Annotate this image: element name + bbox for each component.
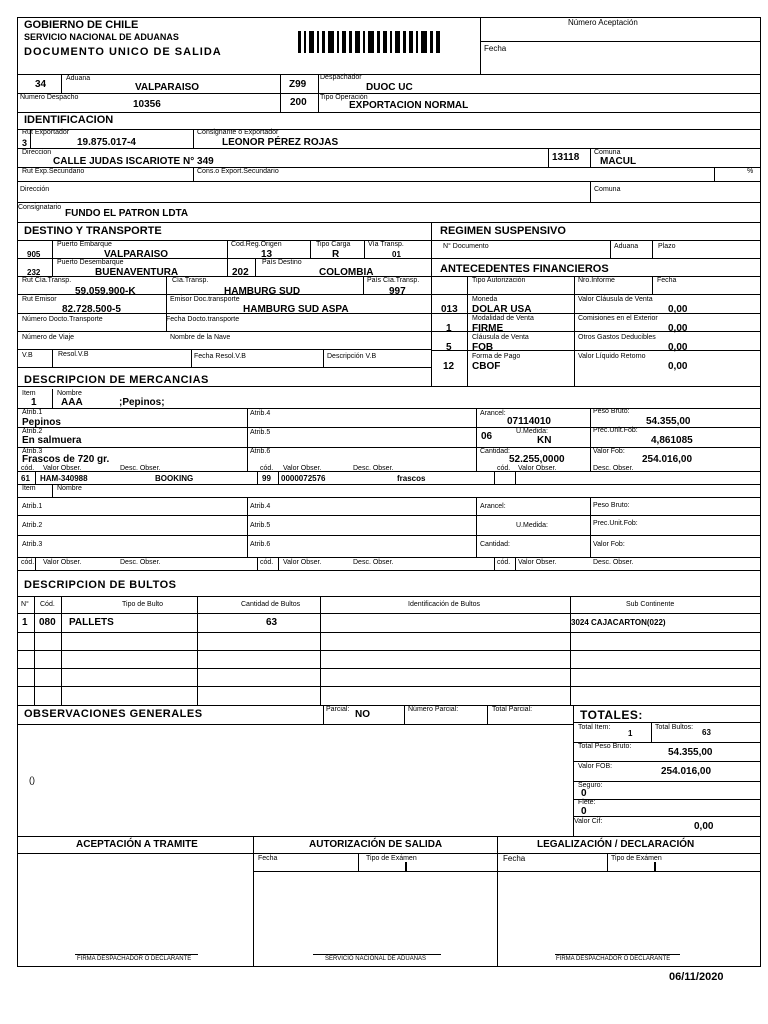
mercancias-title: DESCRIPCION DE MERCANCIAS: [24, 374, 209, 386]
totales-title: TOTALES:: [580, 708, 643, 722]
bulto-sub: 3024 CAJACARTON(022): [571, 618, 666, 627]
item1-cod-label-3: cód.: [497, 465, 511, 472]
puerto-desembarque-code: 232: [27, 268, 41, 277]
total-bultos-label: Total Bultos:: [655, 724, 694, 731]
puerto-desembarque-label: Puerto Desembarque: [57, 259, 124, 266]
consignatario-value: FUNDO EL PATRON LDTA: [65, 208, 189, 219]
rut-cia-label: Rut Cía.Transp.: [22, 277, 72, 284]
comuna-label: Comuna: [594, 149, 621, 156]
barcode-graphic: [298, 31, 456, 53]
numero-despacho-label: Numero Despacho: [20, 94, 79, 101]
total-peso-value: 54.355,00: [668, 747, 713, 758]
item1-cantidad-label: Cantidad:: [480, 448, 510, 455]
puerto-desembarque-value: BUENAVENTURA: [95, 267, 179, 278]
total-peso-label: Total Peso Bruto:: [578, 743, 632, 750]
rut-emisor-value: 82.728.500-5: [62, 304, 121, 315]
barcode-bar: [395, 31, 400, 53]
footer-tipo-examen2-label: Tipo de Exámen: [611, 855, 662, 862]
nombre-label: Nombre: [57, 390, 82, 397]
via-transp-value: 01: [392, 250, 401, 259]
item2-prec-unit-label: Prec.Unit.Fob:: [593, 520, 638, 527]
obs1-val: HAM-340988: [40, 474, 88, 483]
item2-valor-obser-label-3: Valor Obser.: [518, 559, 557, 566]
rut-exportador-code: 3: [22, 138, 28, 148]
despachador-label: Despachador: [320, 74, 362, 81]
aduana-label: Aduana: [66, 75, 91, 82]
flete-label: Flete:: [578, 799, 596, 806]
item1-valor-obser-label-3: Valor Obser.: [518, 465, 557, 472]
valor-liquido-label: Valor Líquido Retorno: [578, 353, 646, 360]
tipo-carga-label: Tipo Carga: [316, 241, 351, 248]
cod-reg-origen-value: 13: [261, 249, 273, 260]
numero-parcial-label: Número Parcial:: [408, 706, 459, 713]
regimen-aduana-label: Aduana: [614, 243, 639, 250]
barcode-bar: [298, 31, 301, 53]
gov-title: GOBIERNO DE CHILE: [24, 19, 139, 31]
comuna-code: 13118: [552, 152, 580, 163]
item1-atrib4-label: Atrib.4: [250, 410, 271, 417]
forma-pago-value: CBOF: [472, 361, 501, 372]
item2-atrib5-label: Atrib.5: [250, 522, 271, 529]
barcode-bar: [430, 31, 433, 53]
rut-emisor-label: Rut Emisor: [22, 296, 57, 303]
forma-pago-label: Forma de Pago: [472, 353, 521, 360]
item2-atrib6-label: Atrib.6: [250, 541, 271, 548]
item1-peso-bruto: 54.355,00: [646, 416, 691, 427]
aceptacion-title: ACEPTACIÓN A TRAMITE: [76, 839, 198, 850]
barcode-bar: [383, 31, 387, 53]
consignatario-label: Consignatario: [18, 204, 62, 211]
fecha-resol-label: Fecha Resol.V.B: [194, 353, 246, 360]
direccion-label: Direccion: [22, 149, 52, 156]
moneda-label: Moneda: [472, 296, 498, 303]
barcode-bar: [436, 31, 440, 53]
item1-arancel-label: Arancel:: [480, 410, 506, 417]
bultos-header-n: N°: [21, 601, 29, 608]
item2-atrib1-label: Atrib.1: [22, 503, 43, 510]
item2-cod-label-3: cód.: [497, 559, 511, 566]
pais-destino-value: COLOMBIA: [319, 267, 374, 278]
aduana-code: 34: [35, 79, 47, 90]
barcode-bar: [349, 31, 352, 53]
item2-cod-label-2: cód.: [260, 559, 274, 566]
modalidad-label: Modalidad de Venta: [472, 315, 534, 322]
bultos-header-cod: Cód.: [40, 601, 55, 608]
barcode-bar: [355, 31, 360, 53]
barcode-bar: [409, 31, 413, 53]
item1-nombre2: ;Pepinos;: [119, 397, 165, 408]
otros-gastos-value: 0,00: [668, 342, 688, 353]
consignante-label: Consignante o Exportador: [197, 129, 279, 136]
barcode-bar: [377, 31, 380, 53]
seguro-label: Seguro:: [578, 782, 603, 789]
item1-atrib2: En salmuera: [22, 435, 82, 446]
valor-clausula-value: 0,00: [668, 304, 688, 315]
item1-cantidad: 52.255,0000: [509, 454, 565, 465]
barcode-bar: [363, 31, 365, 53]
parcial-value: NO: [355, 709, 370, 720]
barcode-bar: [416, 31, 418, 53]
rut-exportador-value: 19.875.017-4: [77, 137, 136, 148]
antecedentes-title: ANTECEDENTES FINANCIEROS: [440, 263, 609, 275]
firma-despachador-2: FIRMA DESPACHADOR O DECLARANTE: [556, 956, 671, 962]
item2-valor-obser-label-1: Valor Obser.: [43, 559, 82, 566]
item1-atrib3-label: Atrib.3: [22, 448, 43, 455]
bulto-tipo: PALLETS: [69, 617, 114, 628]
item1-cod-label-2: cód.: [260, 465, 274, 472]
valor-cif-value: 0,00: [694, 821, 714, 832]
direccion-value: CALLE JUDAS ISCARIOTE N° 349: [53, 156, 214, 167]
tipo-operacion-value: EXPORTACION NORMAL: [349, 100, 469, 111]
plazo-label: Plazo: [658, 243, 676, 250]
clausula-label: Cláusula de Venta: [472, 334, 529, 341]
item1-atrib1-label: Atrib.1: [22, 409, 43, 416]
clausula-value: FOB: [472, 342, 494, 353]
acceptance-label: Número Aceptación: [568, 18, 638, 27]
item1-umedida-label: U.Medida:: [516, 428, 548, 435]
item1-umedida-code: 06: [481, 431, 493, 442]
observaciones-text: (): [29, 775, 35, 785]
item-label: Item: [22, 390, 36, 397]
destino-title: DESTINO Y TRANSPORTE: [24, 225, 162, 237]
cia-transp-value: HAMBURG SUD: [224, 286, 301, 297]
pais-cia-label: País Cía.Transp.: [367, 277, 420, 284]
flete-value: 0: [581, 806, 587, 817]
item2-nombre-label: Nombre: [57, 485, 82, 492]
item2-cantidad-label: Cantidad:: [480, 541, 510, 548]
emisor-doc-label: Emisor Doc.transporte: [170, 296, 240, 303]
firma-despachador-1: FIRMA DESPACHADOR O DECLARANTE: [77, 956, 192, 962]
item1-atrib5-label: Atrib.5: [250, 429, 271, 436]
modalidad-value: FIRME: [472, 323, 504, 334]
bultos-header-cantidad: Cantidad de Bultos: [241, 601, 301, 608]
otros-gastos-label: Otros Gastos Deducibles: [578, 334, 656, 341]
item2-valor-fob-label: Valor Fob:: [593, 541, 625, 548]
emisor-doc-value: HAMBURG SUD ASPA: [243, 304, 349, 315]
modalidad-code: 1: [446, 323, 452, 334]
tipo-autorizacion-label: Tipo Autorización: [472, 277, 526, 284]
item1-valor-fob: 254.016,00: [642, 454, 693, 465]
item2-cod-label-1: cód.: [21, 559, 35, 566]
item2-desc-obser-label-3: Desc. Obser.: [593, 559, 634, 566]
total-fob-value: 254.016,00: [661, 766, 712, 777]
pais-destino-label: País Destino: [262, 259, 302, 266]
firma-servicio: SERVICIO NACIONAL DE ADUANAS: [325, 956, 427, 962]
item1-nombre: AAA: [61, 397, 83, 408]
barcode-bar: [304, 31, 306, 53]
bulto-cantidad: 63: [266, 617, 278, 628]
item1-prec-unit: 4,861085: [651, 435, 693, 446]
footer-fecha-label: Fecha: [258, 855, 278, 862]
puerto-embarque-code: 905: [27, 250, 41, 259]
clausula-code: 5: [446, 342, 452, 353]
nombre-nave-label: Nombre de la Nave: [170, 334, 231, 341]
autorizacion-title: AUTORIZACIÓN DE SALIDA: [309, 839, 443, 850]
puerto-embarque-label: Puerto Embarque: [57, 241, 112, 248]
item1-valor-obser-label-2: Valor Obser.: [283, 465, 322, 472]
item1-atrib3: Frascos de 720 gr.: [22, 454, 110, 465]
cod-reg-origen-label: Cod.Reg.Origen: [231, 241, 282, 248]
rut-cia-value: 59.059.900-K: [75, 286, 136, 297]
item1-arancel: 07114010: [507, 416, 551, 427]
valor-clausula-label: Valor Cláusula de Venta: [578, 296, 653, 303]
bultos-header-sub: Sub Continente: [626, 601, 675, 608]
item1-prec-unit-label: Prec.Unit.Fob:: [593, 427, 638, 434]
comuna-value: MACUL: [600, 156, 637, 167]
item1-valor-obser-label-1: Valor Obser.: [43, 465, 82, 472]
item2-atrib4-label: Atrib.4: [250, 503, 271, 510]
nro-informe-label: Nro.Informe: [578, 277, 615, 284]
rut-exp-sec-label: Rut Exp.Secundario: [22, 168, 85, 175]
item2-valor-obser-label-2: Valor Obser.: [283, 559, 322, 566]
numero-doc-label: Número Docto.Transporte: [22, 316, 103, 323]
comuna2-label: Comuna: [594, 186, 621, 193]
item1-atrib1: Pepinos: [22, 417, 61, 428]
barcode-bar: [317, 31, 319, 53]
obs1-cod: 61: [21, 474, 30, 483]
pais-destino-code: 202: [232, 267, 249, 278]
numero-despacho-value: 10356: [133, 99, 161, 110]
item2-atrib3-label: Atrib.3: [22, 541, 43, 548]
total-bultos-value: 63: [702, 728, 711, 737]
seguro-value: 0: [581, 788, 587, 799]
despachador-code: Z99: [289, 79, 307, 90]
tipo-operacion-label: Tipo Operación: [320, 94, 368, 101]
item1-peso-bruto-label: Peso Bruto:: [593, 408, 630, 415]
moneda-value: DOLAR USA: [472, 304, 532, 315]
total-item-label: Total Item:: [578, 724, 611, 731]
item2-desc-obser-label-2: Desc. Obser.: [353, 559, 394, 566]
valor-liquido-value: 0,00: [668, 361, 688, 372]
item2-atrib2-label: Atrib.2: [22, 522, 43, 529]
doc-title: DOCUMENTO UNICO DE SALIDA: [24, 46, 222, 58]
item1-atrib2-label: Atrib.2: [22, 428, 43, 435]
aduana-value: VALPARAISO: [135, 82, 200, 93]
tipo-operacion-code: 200: [290, 97, 307, 108]
bulto-n: 1: [22, 617, 28, 628]
obs2-cod: 99: [262, 474, 271, 483]
item2-desc-obser-label-1: Desc. Obser.: [120, 559, 161, 566]
barcode-bar: [322, 31, 325, 53]
bultos-title: DESCRIPCION DE BULTOS: [24, 579, 177, 591]
via-transp-label: Vía Transp.: [368, 241, 404, 248]
footer-tipo-examen-label: Tipo de Exámen: [366, 855, 417, 862]
consignante-value: LEONOR PÉREZ ROJAS: [222, 137, 339, 148]
item1-valor-fob-label: Valor Fob:: [593, 448, 625, 455]
regimen-title: REGIMEN SUSPENSIVO: [440, 225, 566, 237]
item1-desc-obser-label-2: Desc. Obser.: [353, 465, 394, 472]
bultos-header-tipo: Tipo de Bulto: [122, 601, 163, 608]
despachador-value: DUOC UC: [366, 82, 413, 93]
bulto-cod: 080: [39, 617, 56, 628]
service-title: SERVICIO NACIONAL DE ADUANAS: [24, 32, 179, 42]
direccion2-label: Dirección: [20, 186, 50, 193]
fin-fecha-label: Fecha: [657, 277, 677, 284]
valor-cif-label: Valor Cif:: [574, 818, 603, 825]
barcode-bar: [403, 31, 406, 53]
barcode-bar: [337, 31, 339, 53]
descripcion-vb-label: Descripción V.B: [327, 353, 377, 360]
item1-umedida: KN: [537, 435, 552, 446]
obs2-desc: frascos: [397, 474, 426, 483]
resol-vb-label: Resol.V.B: [58, 351, 89, 358]
forma-pago-code: 12: [443, 361, 455, 372]
item2-item-label: Item: [22, 485, 36, 492]
rut-exportador-label: Rut Exportador: [22, 129, 70, 136]
tipo-carga-value: R: [332, 249, 340, 260]
bultos-header-identificacion: Identificación de Bultos: [408, 601, 480, 608]
obs1-desc: BOOKING: [155, 474, 194, 483]
item2-peso-bruto-label: Peso Bruto:: [593, 502, 630, 509]
cia-transp-label: Cía.Transp.: [172, 277, 209, 284]
barcode-bar: [390, 31, 392, 53]
moneda-code: 013: [441, 304, 458, 315]
pais-cia-value: 997: [389, 286, 406, 297]
item1-desc-obser-label-1: Desc. Obser.: [120, 465, 161, 472]
total-parcial-label: Total Parcial:: [492, 706, 533, 713]
document-date: 06/11/2020: [669, 971, 724, 983]
item2-arancel-label: Arancel:: [480, 503, 506, 510]
cons-exp-sec-label: Cons.o Export.Secundario: [197, 168, 279, 175]
comisiones-label: Comisiones en el Exterior: [578, 315, 658, 322]
total-item-value: 1: [628, 729, 633, 738]
item2-umedida-label: U.Medida:: [516, 522, 548, 529]
item1-desc-obser-label-3: Desc. Obser.: [593, 465, 634, 472]
item1-atrib6-label: Atrib.6: [250, 448, 271, 455]
puerto-embarque-value: VALPARAISO: [104, 249, 169, 260]
footer-fecha2-label: Fecha: [503, 854, 526, 863]
barcode-bar: [309, 31, 314, 53]
vb-label: V.B: [22, 352, 33, 359]
fecha-doc-label: Fecha Docto.transporte: [166, 316, 240, 323]
numero-viaje-label: Número de Viaje: [22, 334, 75, 341]
total-fob-label: Valor FOB:: [578, 763, 613, 770]
legalizacion-title: LEGALIZACIÓN / DECLARACIÓN: [537, 839, 695, 850]
identificacion-title: IDENTIFICACION: [24, 114, 114, 126]
barcode-bar: [368, 31, 374, 53]
barcode-bar: [328, 31, 334, 53]
barcode-bar: [342, 31, 346, 53]
item1-cod-label-1: cód.: [21, 465, 35, 472]
item1-number: 1: [31, 397, 37, 408]
n-documento-label: N° Documento: [443, 243, 489, 250]
parcial-label: Parcial:: [326, 706, 350, 713]
comisiones-value: 0,00: [668, 323, 688, 334]
obs2-val: 0000072576: [281, 474, 326, 483]
observaciones-title: OBSERVACIONES GENERALES: [24, 708, 203, 720]
percent-label: %: [747, 168, 754, 175]
barcode-bar: [421, 31, 427, 53]
fecha-label: Fecha: [484, 44, 507, 53]
